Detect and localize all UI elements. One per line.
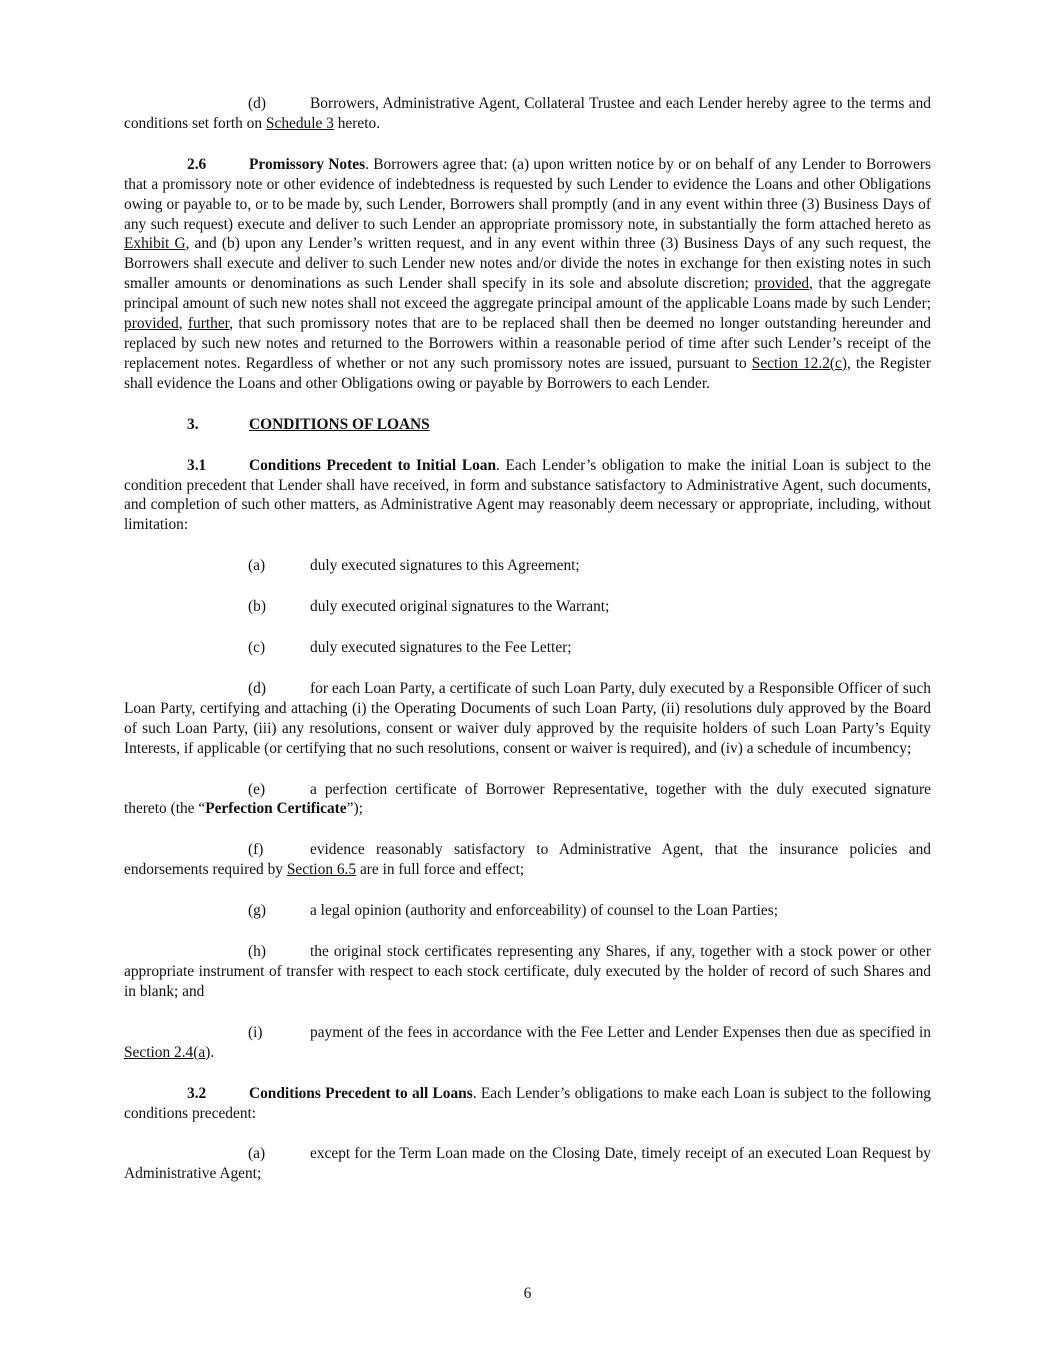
list-item-3-1-c: (c) duly executed signatures to the Fee Letter;	[248, 639, 572, 657]
section-12-2-c-link[interactable]: Section 12.2(c)	[751, 354, 847, 372]
schedule-3-link[interactable]: Schedule 3	[265, 114, 334, 132]
list-item-3-1-d: (d) for each Loan Party, a certificate of such Loan Party, duly executed by a Responsible Officer of such Loan Party, certifying and attaching (i) the Operating Documents of such Loan Party, (ii) resolutions duly approved by the Board of such Loan Party, (iii) any resolutions, consent or waiver duly approved by the requisite holders of such Loan Party’s Equity Interests, if applicable (or certifying that no such resolutions, consent or waiver is required), and (iv) a schedule of incumbency;	[124, 679, 931, 757]
section-6-5-link[interactable]: Section 6.5	[286, 861, 357, 879]
list-item-3-1-e: (e) a perfection certificate of Borrower Representative, together with the duly executed signature thereto (the “Perfection Certificate”);	[124, 780, 931, 818]
item-number: (h)	[248, 943, 266, 961]
item-number: (e)	[248, 780, 266, 798]
list-item-3-2-a: (a) except for the Term Loan made on the Closing Date, timely receipt of an executed Loan Request by Administrative Agent;	[124, 1145, 931, 1183]
list-item-3-1-h: (h) the original stock certificates representing any Shares, if any, together with a stock power or other appropriate instrument of transfer with respect to each stock certificate, duly executed by the holder of record of such Shares and in blank; and	[124, 943, 931, 1000]
item-number: (g)	[248, 902, 266, 920]
document-page	[124, 94, 931, 1184]
section-title: Conditions Precedent to all Loans	[249, 1084, 473, 1102]
section-number: 3.2	[187, 1084, 207, 1102]
list-item-3-1-b: (b) duly executed original signatures to the Warrant;	[248, 598, 610, 616]
item-number: (f)	[248, 841, 264, 859]
section-title: CONDITIONS OF LOANS	[249, 415, 430, 433]
section-number: 3.	[187, 415, 199, 433]
item-number: (a)	[248, 1145, 266, 1163]
section-number: 2.6	[187, 155, 207, 173]
paragraph-2-5-d: (d) Borrowers, Administrative Agent, Collateral Trustee and each Lender hereby agree to the terms and conditions set forth on Schedule 3 hereto.	[124, 95, 931, 132]
section-3-2: 3.2 Conditions Precedent to all Loans. Each Lender’s obligations to make each Loan is subject to the following conditions precedent:	[124, 1084, 931, 1122]
item-number: (a)	[248, 557, 266, 575]
provided-term: provided	[124, 315, 179, 333]
section-2-6: 2.6 Promissory Notes. Borrowers agree that: (a) upon written notice by or on behalf of any Lender to Borrowers that a promissory note or other evidence of indebtedness is requested by such Lender to evidence the Loans and other Obligations owing or payable to, or to be made by, such Lender, Borrowers shall promptly (and in any event within three (3) Business Days of any such request) execute and deliver to such Lender an appropriate promissory note, in substantially the form attached hereto as Exhibit G, and (b) upon any Lender’s written request, and in any event within three (3) Business Days of any such request, the Borrowers shall execute and deliver to such Lender new notes and/or divide the notes in exchange for then existing notes in such smaller amounts or denominations as such Lender shall specify in its sole and absolute discretion; provided, that the aggregate principal amount of such new notes shall not exceed the aggregate principal amount of the applicable Loans made by such Lender; provided, further, that such promissory notes that are to be replaced shall then be deemed no longer outstanding hereunder and replaced by such new notes and returned to the Borrowers within a reasonable period of time after such Lender’s receipt of the replacement notes. Regardless of whether or not any such promissory notes are issued, pursuant to Section 12.2(c), the Register shall evidence the Loans and other Obligations owing or payable by Borrowers to each Lender.	[124, 155, 932, 392]
page-number: 6	[523, 1285, 532, 1302]
item-number: (c)	[248, 639, 266, 657]
section-number: 3.1	[187, 456, 207, 474]
provided-term: provided	[754, 275, 810, 293]
list-item-3-1-a: (a) duly executed signatures to this Agreement;	[248, 557, 580, 575]
list-item-3-1-g: (g) a legal opinion (authority and enforceability) of counsel to the Loan Parties;	[248, 902, 778, 920]
section-title: Promissory Notes	[249, 155, 366, 173]
section-title: Conditions Precedent to Initial Loan	[249, 456, 497, 474]
item-number: (d)	[248, 95, 266, 112]
item-number: (d)	[248, 679, 266, 697]
section-2-4-a-link[interactable]: Section 2.4(a)	[124, 1043, 211, 1061]
item-number: (b)	[248, 598, 266, 616]
item-number: (i)	[248, 1023, 263, 1041]
exhibit-g-link[interactable]: Exhibit G	[124, 235, 186, 253]
defined-term: Perfection Certificate	[205, 800, 347, 818]
section-3-heading	[124, 415, 931, 435]
further-term: further	[187, 315, 230, 333]
section-3-1: 3.1 Conditions Precedent to Initial Loan. Each Lender’s obligation to make the initial Loan is subject to the condition precedent that Lender shall have received, in form and substance satisfactory to Administrative Agent, such documents, and completion of such other matters, as Administrative Agent may reasonably deem necessary or appropriate, including, without limitation:	[124, 456, 931, 534]
list-item-3-1-i: (i) payment of the fees in accordance with the Fee Letter and Lender Expenses then due as specified in Section 2.4(a).	[124, 1023, 931, 1061]
list-item-3-1-f: (f) evidence reasonably satisfactory to Administrative Agent, that the insurance policies and endorsements required by Section 6.5 are in full force and effect;	[124, 841, 931, 879]
